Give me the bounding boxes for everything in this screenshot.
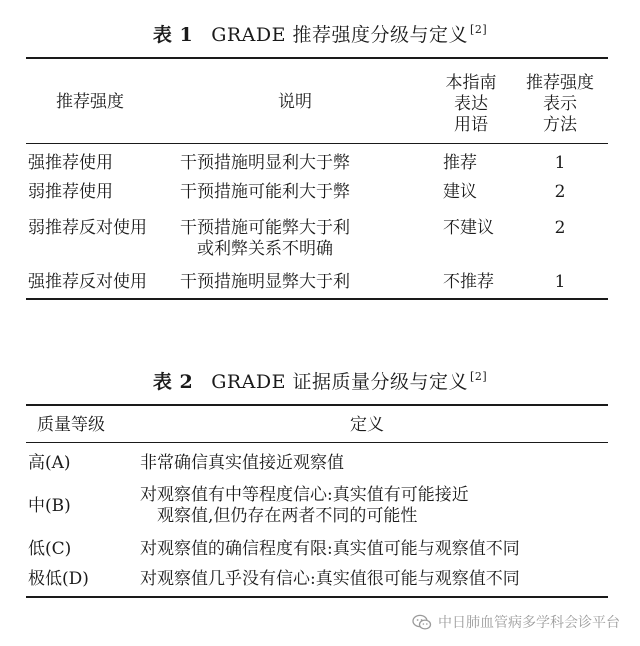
table2-row3-level: 低(C): [28, 539, 72, 559]
table2-row4-definition: 对观察值几乎没有信心:真实值很可能与观察值不同: [140, 569, 520, 589]
table2-row4-level: 极低(D): [28, 569, 89, 589]
table2-header-level: 质量等级: [37, 415, 105, 435]
table2-number: 表 2: [152, 371, 194, 393]
table2-row1-level: 高(A): [28, 453, 71, 473]
table2-top-rule: [26, 404, 608, 406]
watermark-text: 中日肺血管病多学科会诊平台: [438, 615, 620, 631]
table1-caption: [0, 20, 640, 47]
table1-row3-description: 干预措施可能弊大于利 或利弊关系不明确: [180, 218, 350, 259]
table2-row1-definition: 非常确信真实值接近观察值: [140, 453, 344, 473]
table2-bottom-rule: [26, 596, 608, 598]
table1-row2-description: 干预措施可能利大于弊: [180, 182, 350, 202]
table1-header-term: 本指南 表达 用语: [445, 73, 497, 135]
table1-row1-method: 1: [554, 153, 566, 173]
table1-row4-strength: 强推荐反对使用: [28, 272, 147, 292]
table2-row2-level: 中(B): [28, 496, 71, 516]
table1-header-method: 推荐强度 表示 方法: [526, 73, 594, 135]
watermark: [412, 612, 620, 632]
table1-top-rule: [26, 57, 608, 59]
table1-header-description: 说明: [278, 92, 312, 112]
table1-row4-description: 干预措施明显弊大于利: [180, 272, 350, 292]
table1-row2-strength: 弱推荐使用: [28, 182, 113, 202]
table2-row3-definition: 对观察值的确信程度有限:真实值可能与观察值不同: [140, 539, 520, 559]
table2-header-rule: [26, 442, 608, 443]
table1-bottom-rule: [26, 298, 608, 300]
table1-row1-description: 干预措施明显利大于弊: [180, 153, 350, 173]
table1-header-strength: 推荐强度: [56, 92, 124, 112]
table1-row2-method: 2: [554, 182, 566, 202]
table1-header-rule: [26, 143, 608, 144]
table1-row4-method: 1: [554, 272, 566, 292]
table1-row1-strength: 强推荐使用: [28, 153, 113, 173]
table1-ref: [2]: [470, 23, 488, 36]
table1-row3-term: 不建议: [443, 218, 494, 238]
table2-ref: [2]: [470, 370, 488, 383]
table1-title: GRADE 推荐强度分级与定义: [211, 24, 469, 46]
table2-header-definition: 定义: [350, 415, 384, 435]
table1-row3-strength: 弱推荐反对使用: [28, 218, 147, 238]
wechat-icon: [412, 614, 432, 631]
table1-number: 表 1: [152, 24, 194, 46]
table1-row4-term: 不推荐: [443, 272, 494, 292]
table2-caption: [0, 367, 640, 394]
table1-row3-method: 2: [554, 218, 566, 238]
table1-row1-term: 推荐: [443, 153, 477, 173]
table2-row2-definition: 对观察值有中等程度信心:真实值有可能接近 观察值,但仍存在两者不同的可能性: [140, 485, 469, 526]
table1-row2-term: 建议: [443, 182, 477, 202]
table2-title: GRADE 证据质量分级与定义: [211, 371, 469, 393]
